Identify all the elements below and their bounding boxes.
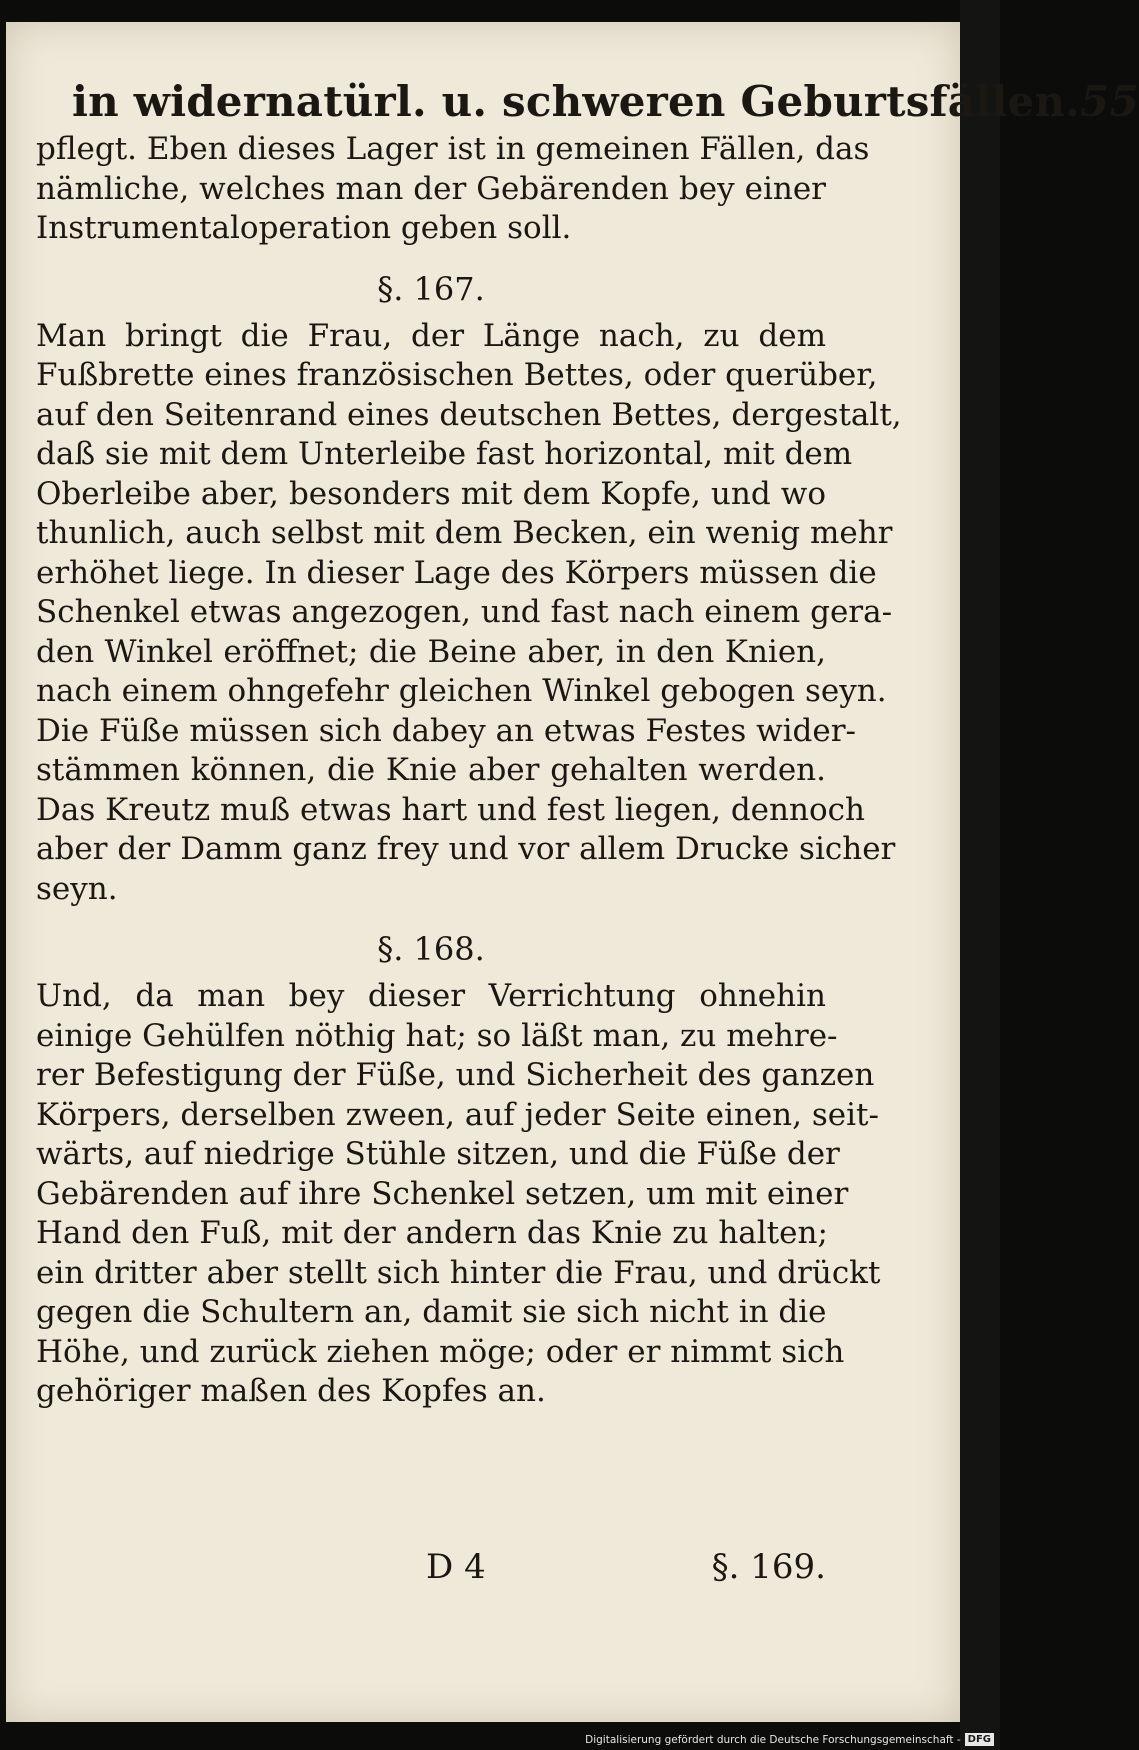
text-line: daß sie mit dem Unterleibe fast horizontal, mit dem [36, 436, 853, 472]
section-heading-168: §. 168. [377, 930, 485, 968]
page-content [36, 77, 1139, 1587]
text-line: wärts, auf niedrige Stühle sitzen, und die Füße der [36, 1136, 840, 1172]
text-line: Die Füße müssen sich dabey an etwas Festes wider- [36, 712, 857, 749]
text-line: pflegt. Eben dieses Lager ist in gemeinen Fällen, das [36, 131, 870, 167]
text-line: erhöhet liege. In dieser Lage des Körpers müssen die [36, 554, 877, 591]
text-line: auf den Seitenrand eines deutschen Bettes, dergestalt, [36, 396, 902, 433]
text-line: Und, da man bey dieser Verrichtung ohnehin [36, 978, 826, 1014]
text-line: Oberleibe aber, besonders mit dem Kopfe, und wo [36, 475, 826, 512]
text-line: gehöriger maßen des Kopfes an. [36, 1373, 546, 1409]
catchword: §. 169. [711, 1547, 826, 1587]
text-line: rer Befestigung der Füße, und Sicherheit des ganzen [36, 1057, 875, 1093]
text-line: den Winkel eröffnet; die Beine aber, in den Knien, [36, 633, 826, 670]
text-line: Gebärenden auf ihre Schenkel setzen, um mit einer [36, 1175, 849, 1212]
section-167-body [36, 317, 902, 910]
scan-background [960, 0, 1000, 1750]
text-line: Hand den Fuß, mit der andern das Knie zu halten; [36, 1215, 828, 1251]
text-line: Das Kreutz muß etwas hart und fest liegen, dennoch [36, 791, 865, 828]
text-line: Körpers, derselben zween, auf jeder Seite einen, seit- [36, 1096, 879, 1133]
text-line: Schenkel etwas angezogen, und fast nach einem gera- [36, 594, 893, 630]
text-line: ein dritter aber stellt sich hinter die Frau, und drückt [36, 1254, 881, 1291]
paragraph-continuation [36, 130, 870, 249]
section-heading-167: §. 167. [377, 269, 485, 308]
text-line: einige Gehülfen nöthig hat; so läßt man, zu mehre- [36, 1017, 838, 1054]
text-line: gegen die Schultern an, damit sie sich nicht in die [36, 1294, 827, 1330]
text-line: aber der Damm ganz frey und vor allem Drucke sicher [36, 831, 896, 867]
digitization-credit [585, 1733, 994, 1746]
section-168-body [36, 977, 881, 1412]
book-page [6, 22, 1139, 1722]
digitization-credit-text: Digitalisierung gefördert durch die Deutsche Forschungsgemeinschaft - [585, 1733, 961, 1746]
text-line: seyn. [36, 870, 118, 907]
text-line: Man bringt die Frau, der Länge nach, zu dem [36, 317, 826, 354]
text-line: Instrumentaloperation geben soll. [36, 210, 572, 246]
running-head-title: in widernatürl. u. schweren Geburtsfällen. [72, 77, 1081, 126]
signature-mark: D 4 [426, 1547, 486, 1587]
page-number: 55 [1080, 77, 1139, 126]
text-line: Fußbrette eines französischen Bettes, oder querüber, [36, 357, 878, 393]
running-head [72, 77, 1139, 126]
text-line: nach einem ohngefehr gleichen Winkel gebogen seyn. [36, 673, 887, 709]
text-line: stämmen können, die Knie aber gehalten werden. [36, 752, 826, 788]
text-line: nämliche, welches man der Gebärenden bey einer [36, 170, 826, 207]
text-line: thunlich, auch selbst mit dem Becken, ein wenig mehr [36, 515, 893, 551]
dfg-logo: DFG [965, 1733, 994, 1746]
text-line: Höhe, und zurück ziehen möge; oder er nimmt sich [36, 1333, 845, 1370]
page-footer [36, 1547, 826, 1597]
